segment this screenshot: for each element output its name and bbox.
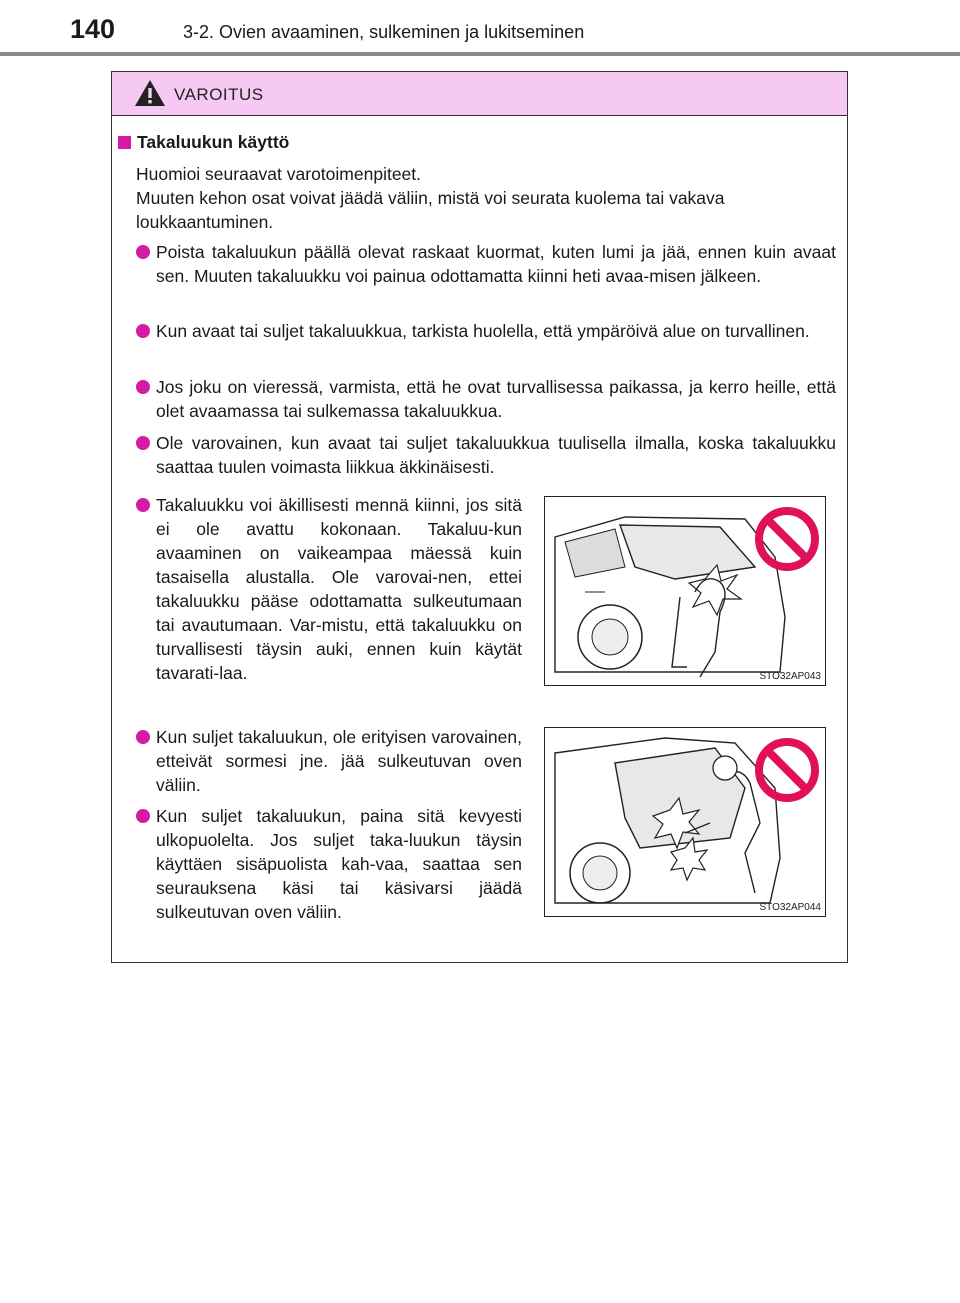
bullet-item xyxy=(136,375,836,423)
figure-code: STO32AP043 xyxy=(759,671,821,682)
bullet-item xyxy=(136,493,522,685)
bullet-item xyxy=(136,725,522,797)
round-bullet-icon xyxy=(136,809,150,823)
bullet-item xyxy=(136,319,836,343)
bullet-item xyxy=(136,804,522,924)
square-bullet-icon xyxy=(118,136,131,149)
bullet-item xyxy=(136,240,836,288)
warning-box xyxy=(111,71,848,963)
prohibited-sign-icon xyxy=(754,506,820,572)
round-bullet-icon xyxy=(136,436,150,450)
round-bullet-icon xyxy=(136,498,150,512)
page-header xyxy=(0,0,960,58)
header-rule xyxy=(0,52,960,56)
round-bullet-icon xyxy=(136,730,150,744)
round-bullet-icon xyxy=(136,245,150,259)
bullet-text: Kun avaat tai suljet takaluukkua, tarkista huolella, että ympäröivä alue on turvallinen. xyxy=(156,321,810,341)
figure-code: STO32AP044 xyxy=(759,902,821,913)
bullet-text: Jos joku on vieressä, varmista, että he ovat turvallisessa paikassa, ja kerro heille, että olet avaamassa tai sulkemassa takaluukkua. xyxy=(156,377,836,421)
intro-text xyxy=(136,162,836,234)
section-title: 3-2. Ovien avaaminen, sulkeminen ja lukitseminen xyxy=(183,22,585,42)
warning-header xyxy=(112,72,847,116)
subheading xyxy=(118,132,289,153)
warning-triangle-icon xyxy=(134,79,166,107)
bullet-text: Poista takaluukun päällä olevat raskaat kuormat, kuten lumi ja jää, ennen kuin avaat sen. Muuten takaluukku voi painua odottamatta kiinni heti avaa-misen jälkeen. xyxy=(156,242,836,286)
bullet-text: Kun suljet takaluukun, paina sitä kevyesti ulkopuolelta. Jos suljet taka-luukun täysin käyttäen sisäpuolista kah-vaa, saattaa sen seurauksena käsi tai käsivarsi jäädä sulkeutuvan oven väliin. xyxy=(156,806,522,922)
bullet-item xyxy=(136,431,836,479)
page-number: 140 xyxy=(70,14,116,44)
bullet-text: Ole varovainen, kun avaat tai suljet takaluukkua tuulisella ilmalla, koska takaluukku saattaa tuulen voimasta liikkua äkkinäisesti. xyxy=(156,433,836,477)
round-bullet-icon xyxy=(136,324,150,338)
intro-line: Huomioi seuraavat varotoimenpiteet. xyxy=(136,164,422,184)
intro-line: Muuten kehon osat voivat jäädä väliin, mistä voi seurata kuolema tai vakava loukkaantuminen. xyxy=(136,188,725,232)
prohibited-sign-icon xyxy=(754,737,820,803)
bullet-text: Takaluukku voi äkillisesti mennä kiinni, jos sitä ei ole avattu kokonaan. Takaluu-kun avaaminen on vaikeampaa mäessä kuin tasaisella alustalla. Ole varovai-nen, ettei takaluukku pääse odottamatta sulkeutumaan tai avautumaan. Var-mistu, että takaluukku on turvallisesti täysin auki, ennen kuin käytät tavarati-laa. xyxy=(156,495,522,683)
warning-label: VAROITUS xyxy=(174,85,264,104)
bullet-text: Kun suljet takaluukun, ole erityisen varovainen, etteivät sormesi jne. jää sulkeutuvan oven väliin. xyxy=(156,727,522,795)
subheading-text: Takaluukun käyttö xyxy=(137,132,290,152)
round-bullet-icon xyxy=(136,380,150,394)
